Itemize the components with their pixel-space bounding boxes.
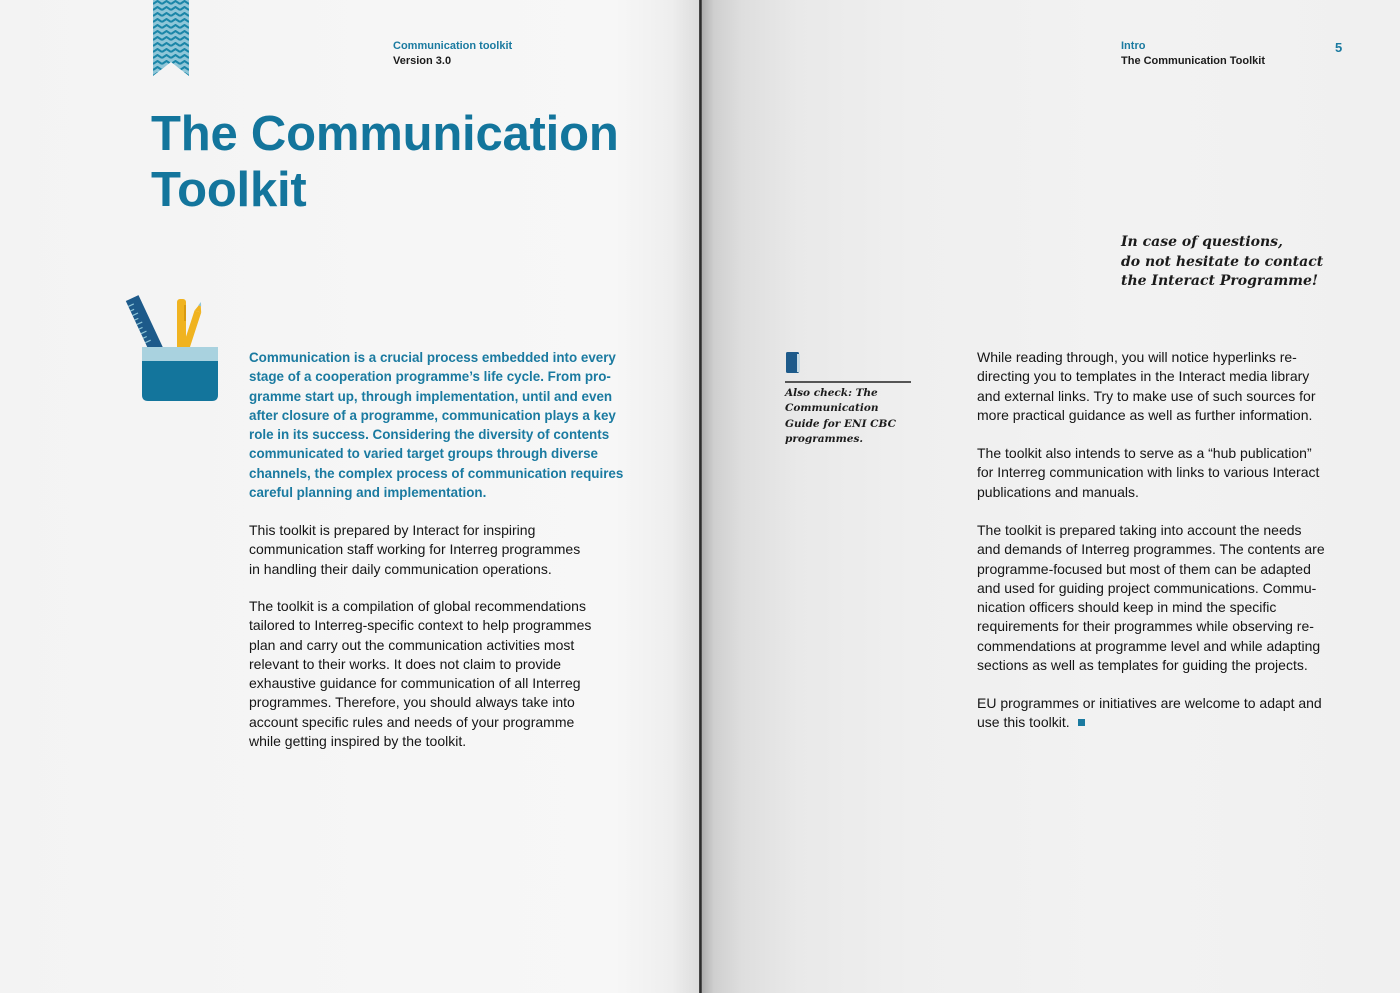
text-line: careful planning and implementation. [249, 485, 487, 501]
text-line: This toolkit is prepared by Interact for inspiring [249, 522, 536, 538]
text-line: publications and manuals. [977, 483, 1139, 500]
text-line: stage of a cooperation programme’s life cycle. From pro- [249, 369, 611, 385]
text-line: account specific rules and needs of your programme [249, 713, 575, 730]
header-version: Version 3.0 [393, 55, 452, 67]
left-running-header [393, 39, 512, 69]
body-paragraph [249, 521, 580, 579]
text-line: Guide for ENI CBC [785, 417, 896, 430]
text-line: the Interact Programme! [1121, 273, 1318, 289]
text-line: plan and carry out the communication activities most [249, 636, 575, 653]
text-line: EU programmes or initiatives are welcome to adapt and [977, 695, 1322, 711]
book-icon [785, 351, 802, 374]
text-line: nication officers should keep in mind the specific [977, 599, 1277, 616]
text-line: The toolkit also intends to serve as a “hub publication” [977, 445, 1312, 461]
pencil-cup-icon [124, 285, 224, 405]
body-paragraph [977, 694, 1322, 733]
text-line: tailored to Interreg-specific context to help programmes [249, 617, 592, 634]
title-line: Toolkit [151, 163, 307, 217]
text-line: Communication is a crucial process embedded into every [249, 350, 616, 365]
text-line: While reading through, you will notice hyperlinks re- [977, 349, 1297, 365]
text-line: programmes. [785, 432, 864, 445]
text-line: role in its success. Considering the diversity of contents [249, 427, 610, 443]
text-line: requirements for their programmes while observing re- [977, 618, 1314, 635]
text-line: In case of questions, [1121, 234, 1283, 250]
text-line: Also check: The [785, 387, 878, 399]
text-line: for Interreg communication with links to various Interact [977, 464, 1320, 481]
text-line: communication staff working for Interreg programmes [249, 541, 581, 558]
text-line: while getting inspired by the toolkit. [249, 733, 467, 750]
header-section-title: Intro [1121, 40, 1146, 52]
text-line-with-end-mark [977, 713, 1322, 732]
header-section-title: Communication toolkit [393, 40, 513, 52]
lead-paragraph [249, 348, 623, 502]
page-title [151, 106, 619, 218]
text-line: use this toolkit. [977, 714, 1070, 731]
book-spine [699, 0, 702, 993]
text-line: Communication [785, 402, 879, 415]
body-paragraph [977, 348, 1316, 425]
text-line: and demands of Interreg programmes. The contents are [977, 541, 1325, 558]
text-line: sections as well as templates for guiding the projects. [977, 657, 1308, 674]
text-line: do not hesitate to contact [1121, 253, 1324, 270]
text-line: and external links. Try to make use of such sources for [977, 387, 1316, 404]
body-paragraph [249, 597, 591, 751]
right-running-header [1121, 39, 1265, 69]
text-line: more practical guidance as well as further information. [977, 406, 1313, 423]
text-line: The toolkit is a compilation of global recommendations [249, 598, 586, 614]
text-line: channels, the complex process of communication requires [249, 465, 624, 481]
body-paragraph [977, 444, 1319, 502]
text-line: programmes. Therefore, you should always take into [249, 694, 575, 711]
text-line: The toolkit is prepared taking into account the needs [977, 522, 1302, 538]
sidenote-also-check [785, 386, 896, 447]
end-of-section-square-icon [1078, 719, 1085, 726]
text-line: commendations at programme level and while adapting [977, 637, 1321, 654]
text-line: after closure of a programme, communication plays a key [249, 407, 616, 423]
title-line: The Communication [151, 107, 619, 161]
text-line: and used for guiding project communications. Commu- [977, 579, 1317, 596]
text-line: relevant to their works. It does not claim to provide [249, 655, 562, 672]
text-line: directing you to templates in the Interact media library [977, 368, 1310, 385]
text-line: communicated to varied target groups through diverse [249, 446, 598, 462]
header-subsection: The Communication Toolkit [1121, 55, 1266, 67]
text-line: gramme start up, through implementation, until and even [249, 388, 613, 404]
body-paragraph [977, 521, 1325, 675]
page-number: 5 [1335, 40, 1343, 55]
text-line: exhaustive guidance for communication of all Interreg [249, 675, 581, 692]
sidenote-divider [785, 381, 911, 383]
bookmark-ribbon-icon [153, 0, 189, 76]
text-line: programme-focused but most of them can be adapted [977, 560, 1311, 577]
contact-callout [1121, 233, 1323, 292]
text-line: in handling their daily communication operations. [249, 560, 552, 577]
